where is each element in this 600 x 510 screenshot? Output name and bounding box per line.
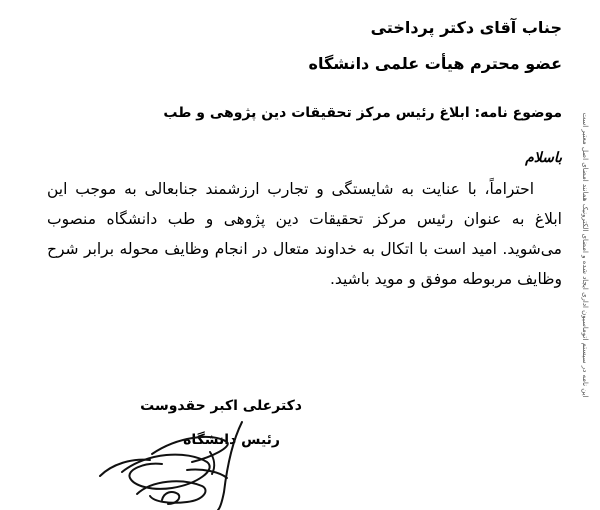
recipient-title: عضو محترم هیأت علمی دانشگاه: [308, 54, 562, 73]
recipient-name: جناب آقای دکتر پرداختی: [370, 18, 562, 37]
signer-title: رئیس دانشگاه: [183, 432, 280, 448]
signature-icon: [92, 412, 272, 510]
salutation: باسلام: [525, 150, 562, 166]
letter-body-text: احتراماً، با عنایت به شایستگی و تجارب ارزشمند جنابعالی به موجب این ابلاغ به عنوان رئیس مرکز تحقیقات دین پژوهی و طب دانشگاه منصوب می‌شوید. امید است با اتکال به خداوند متعال در انجام وظایف محوله برابر شرح وظایف مربوطه موفق و موید باشید.: [47, 180, 562, 288]
letter-body: [47, 174, 562, 294]
signer-name: دکترعلی اکبر حقدوست: [140, 398, 302, 414]
side-note: [576, 112, 594, 398]
letter-subject: موضوع نامه: ابلاغ رئیس مرکز تحقیقات دین پژوهی و طب: [163, 105, 562, 121]
side-note-text: این نامه در سیستم اتوماسیون اداری ایجاد شده و امضای الکترونیک همانند امضای اصل معتبر است: [581, 112, 589, 398]
